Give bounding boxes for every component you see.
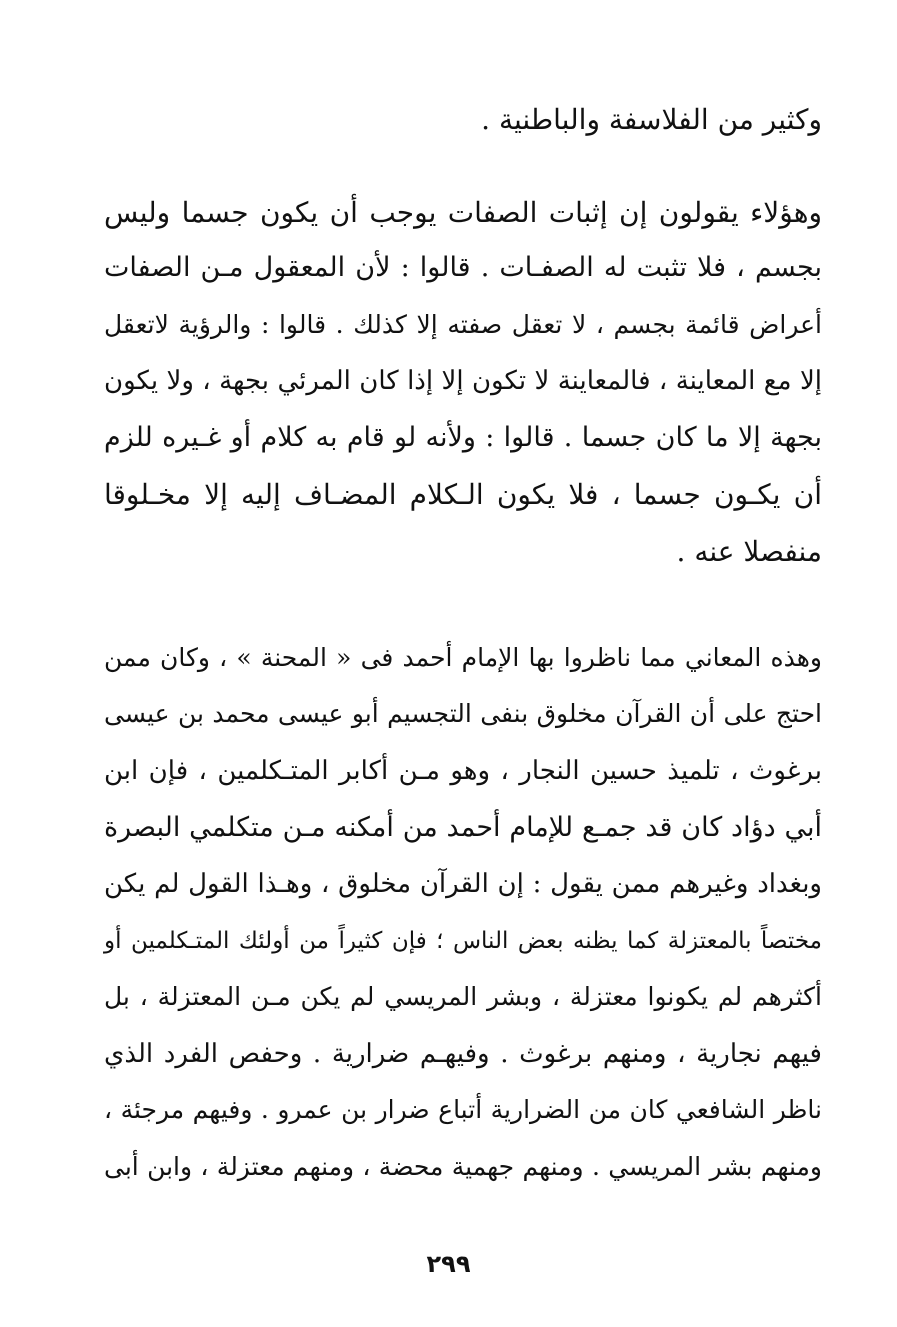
text-line: ومنهم بشر المريسي . ومنهم جهمية محضة ، ومنهم معتزلة ، وابن أبى bbox=[104, 1152, 822, 1181]
text-line: احتج على أن القرآن مخلوق بنفى التجسيم أبو عيسى محمد بن عيسى bbox=[104, 699, 822, 728]
text-line: إلا مع المعاينة ، فالمعاينة لا تكون إلا إذا كان المرئي بجهة ، ولا يكون bbox=[104, 366, 822, 396]
text-line: بجهة إلا ما كان جسما . قالوا : ولأنه لو قام به كلام أو غـيره للزم bbox=[104, 422, 822, 453]
text-line: ناظر الشافعي كان من الضرارية أتباع ضرار بن عمرو . وفيهم مرجئة ، bbox=[104, 1095, 822, 1124]
text-line: وكثير من الفلاسفة والباطنية . bbox=[481, 103, 822, 136]
text-line: وهذه المعاني مما ناظروا بها الإمام أحمد فى « المحنة » ، وكان ممن bbox=[104, 643, 822, 672]
text-line: برغوث ، تلميذ حسين النجار ، وهو مـن أكابر المتـكلمين ، فإن ابن bbox=[104, 756, 822, 786]
text-line: منفصلا عنه . bbox=[676, 535, 822, 568]
text-line: وهؤلاء يقولون إن إثبات الصفات يوجب أن يكون جسما وليس bbox=[104, 196, 822, 229]
text-line: وبغداد وغيرهم ممن يقول : إن القرآن مخلوق ، وهـذا القول لم يكن bbox=[104, 869, 822, 899]
page-number: ٢٩٩ bbox=[426, 1250, 471, 1278]
text-line: أعراض قائمة بجسم ، لا تعقل صفته إلا كذلك . قالوا : والرؤية لاتعقل bbox=[104, 310, 822, 339]
text-line: أبي دؤاد كان قد جمـع للإمام أحمد من أمكنه مـن متكلمي البصرة bbox=[104, 812, 822, 843]
text-line: فيهم نجارية ، ومنهم برغوث . وفيهـم ضرارية . وحفص الفرد الذي bbox=[104, 1039, 822, 1069]
text-line: أن يكـون جسما ، فلا يكون الـكلام المضـاف إليه إلا مخـلوقا bbox=[104, 478, 822, 511]
text-line: مختصاً بالمعتزلة كما يظنه بعض الناس ؛ فإن كثيراً من أولئك المتـكلمين أو bbox=[104, 928, 822, 954]
text-line: بجسم ، فلا تثبت له الصفـات . قالوا : لأن المعقول مـن الصفات bbox=[104, 252, 822, 283]
text-line: أكثرهم لم يكونوا معتزلة ، وبشر المريسي لم يكن مـن المعتزلة ، بل bbox=[104, 982, 822, 1011]
